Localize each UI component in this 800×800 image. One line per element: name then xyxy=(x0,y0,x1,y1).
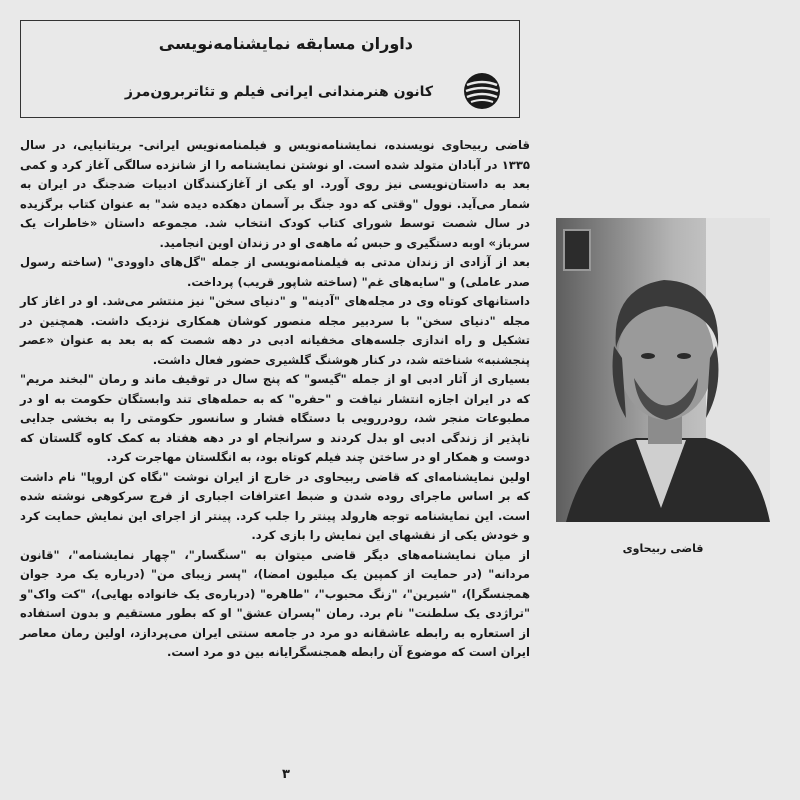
page-title: داوران مسابقه نمایشنامه‌نویسی xyxy=(158,34,413,53)
wave-globe-logo-icon xyxy=(462,71,502,111)
paragraph: داستانهای کوتاه وی در مجله‌های "آدینه" و "دنیای سخن" نیز منتشر می‌شد. او در اغاز کار مجله "دنیای سخن" با سردبیر مجله منصور کوشان همکاری نزدیک داشت. همچنین در تشکیل و راه اندازی جلسه‌های مخفیانه ادبی در دهه شصت که به بعد به عنوان «عصر پنجشنبه» شناخته شد، در کنار هوشنگ گلشیری حضور فعال داشت. xyxy=(20,294,530,367)
photo-caption: قاضی ربیحاوی xyxy=(622,542,704,555)
paragraph: قاضی ربیحاوی نویسنده، نمایشنامه‌نویس و فیلمنامه‌نویس ایرانی- بریتانیایی، در سال ۱۳۳۵ در آبادان متولد شده است. او نوشتن نمایشنامه را از شانزده سالگی آغاز کرد و کمی بعد به داستان‌نویسی نیز روی آورد. او یکی از آغازکنندگان ادبیات ضدجنگ در ایران به شمار می‌آید. نوول "وقتی که دود جنگ بر آسمان دهکده دیده شد" به عنوان کتاب برگزیده در سال شصت توسط شورای کتاب کودک انتخاب شد. مجموعه داستان «خاطرات یک سرباز» اوبه دستگیری و حبس نُه ماهه‌ی او در زندان اوین انجامید. xyxy=(20,138,530,250)
paragraph: بسیاری از آثار ادبی او از جمله "گیسو" که پنج سال در توقیف ماند و رمان "لبخند مریم" که در ایران اجازه انتشار نیافت و "حفره" که به حمله‌های تند وابستگان حکومت به او در مطبوعات منجر شد، رودررویی با دستگاه فشار و سانسور حکومتی را به بخشی جدایی ناپذیر از زندگی ادبی او بدل کردند و سرانجام او در دهه هفتاد به کمک کاوه گلستان که دوست و همکار او در ساختن چند فیلم کوتاه بود، به انگلستان مهاجرت کرد. xyxy=(20,372,530,464)
header-box xyxy=(20,20,520,118)
portrait-illustration xyxy=(556,218,770,522)
paragraph: از میان نمایشنامه‌های دیگر قاضی میتوان به "سنگسار"، "چهار نمایشنامه"، "قانون مردانه" (در حمایت از کمپین یک میلیون امضا)، "پسر زیبای من" (درباره یک مرد جوان همجنسگرا)، "شیرین"، "زنگ محبوب"، "طاهره" (درباره‌ی یک خانواده بهایی)، "کت واک"و "تراژدی یک سلطنت" نام برد. رمان "پسران عشق" او که بطور مستقیم و بدون استفاده از استعاره به رابطه عاشقانه دو مرد در جامعه سنتی ایران می‌پردازد، اولین رمان معاصر ایران است که موضوع آن رابطه همجنسگرایانه بین دو مرد است. xyxy=(20,547,530,659)
portrait-photo xyxy=(556,218,770,522)
article-body xyxy=(20,136,530,663)
paragraph: بعد از آزادی از زندان مدتی به فیلمنامه‌نویسی از جمله "گل‌های داوودی" (ساخته رسول صدر عاملی) و "سایه‌های غم" (ساخته شاپور قریب) پرداخت. xyxy=(20,255,530,289)
page-subtitle: کانون هنرمندانی ایرانی فیلم و تئاتربرون‌مرز xyxy=(124,84,433,100)
paragraph: اولین نمایشنامه‌ای که قاضی ربیحاوی در خارج از ایران نوشت "نگاه کن اروپا" نام داشت که بر اساس ماجرای روده شدن و ضبط اعترافات اجباری از فرج سرکوهی نوشته شده است. این نمایشنامه توجه هارولد پینتر را جلب کرد. پینتر از اجرای این نمایش حمایت کرد و خودش یکی از نقشهای این نمایش را بازی کرد. xyxy=(20,469,530,542)
page-number: ۳ xyxy=(282,767,290,782)
